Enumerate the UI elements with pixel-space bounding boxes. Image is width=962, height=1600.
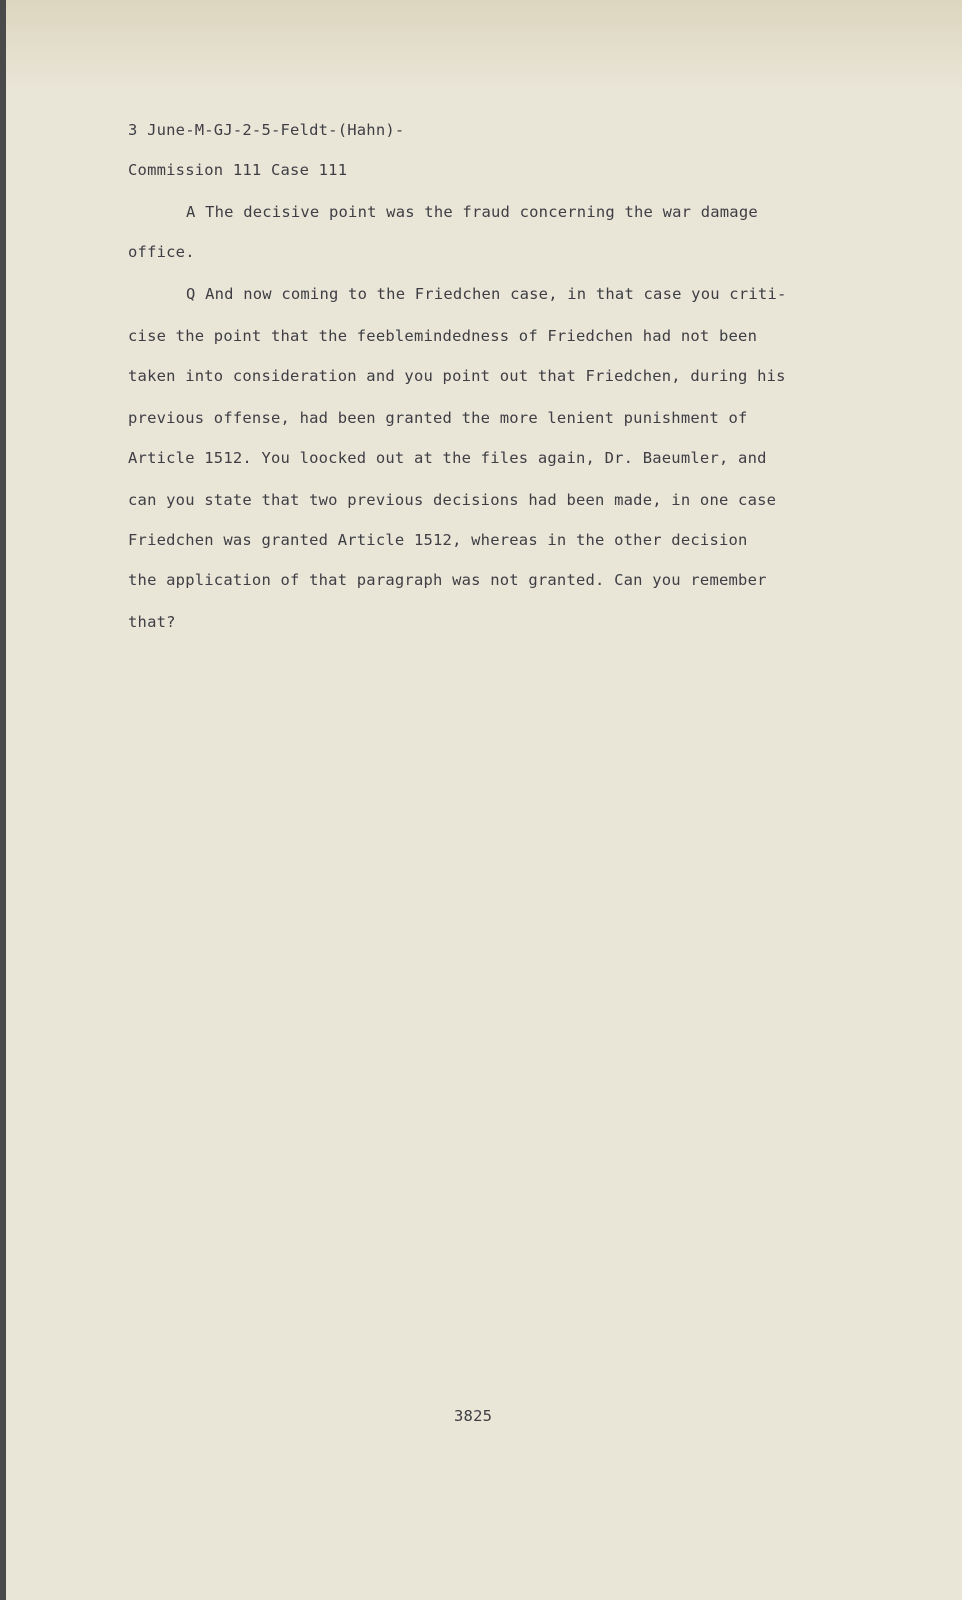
body-line: Q And now coming to the Friedchen case, in that case you criti-: [186, 285, 787, 303]
page-shading: [6, 0, 962, 90]
body-line: the application of that paragraph was not granted. Can you remember: [128, 571, 767, 589]
body-line: Friedchen was granted Article 1512, whereas in the other decision: [128, 531, 748, 549]
body-line: cise the point that the feeblemindedness of Friedchen had not been: [128, 327, 758, 345]
body-line: Article 1512. You loocked out at the files again, Dr. Baeumler, and: [128, 449, 767, 467]
header-line-1: 3 June-M-GJ-2-5-Feldt-(Hahn)-: [128, 121, 405, 139]
body-line: can you state that two previous decisions had been made, in one case: [128, 491, 777, 509]
body-line: A The decisive point was the fraud concerning the war damage: [186, 203, 758, 221]
body-line: that?: [128, 613, 176, 631]
page-number: 3825: [454, 1407, 493, 1425]
body-line: taken into consideration and you point out that Friedchen, during his: [128, 367, 786, 385]
body-line: office.: [128, 243, 195, 261]
body-line: previous offense, had been granted the more lenient punishment of: [128, 409, 748, 427]
header-line-2: Commission 111 Case 111: [128, 161, 348, 179]
